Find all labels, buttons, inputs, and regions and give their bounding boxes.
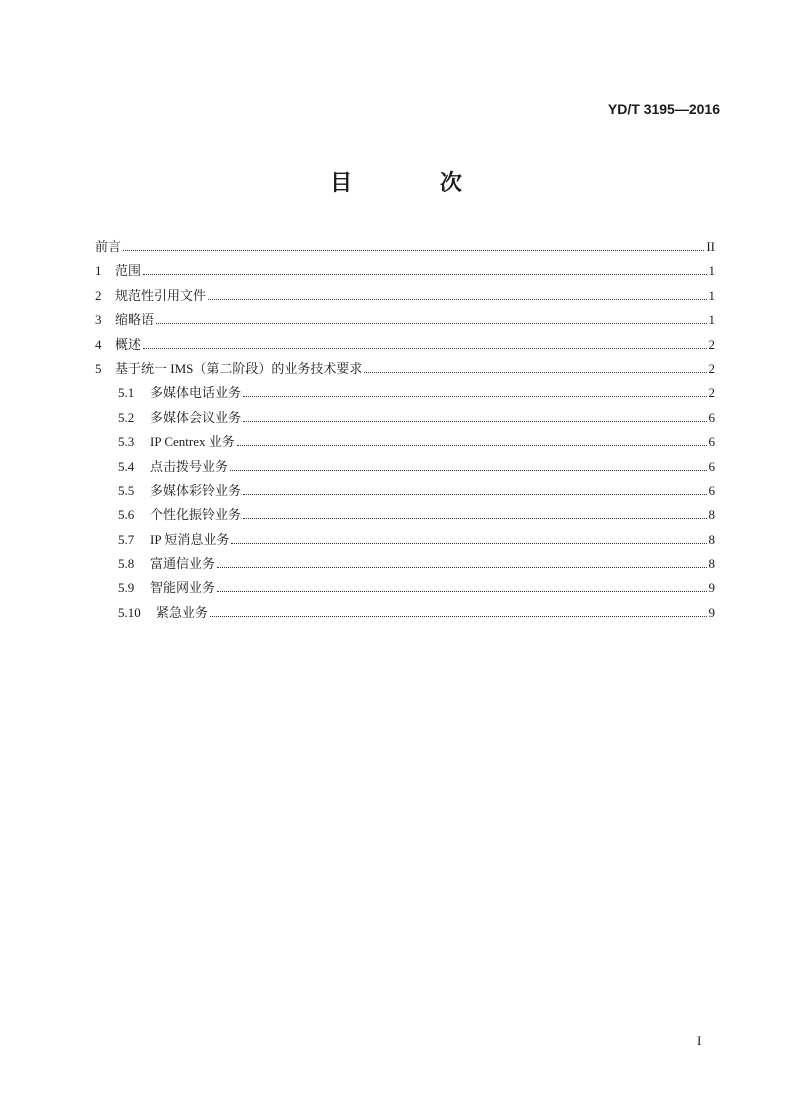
toc-leader [123,241,704,251]
toc-entry-5-10[interactable] [95,602,715,626]
toc-label: 个性化振铃业务 [150,507,242,523]
toc-label: 多媒体电话业务 [150,385,242,401]
toc-leader [237,436,707,446]
toc-label: 紧急业务 [156,604,209,620]
document-code: YD/T 3195—2016 [607,101,720,117]
toc-leader [364,363,706,373]
toc-leader [243,411,706,421]
toc-number: 4 [95,336,102,352]
toc-entry-2[interactable] [95,285,715,309]
toc-number: 5.3 [118,434,135,450]
page-title: 目 次 [330,171,502,196]
page-number: I [697,1033,702,1048]
toc-page: 6 [708,409,715,425]
toc-label: 点击拨号业务 [150,458,229,474]
toc-page: 6 [708,458,715,474]
toc-label: 规范性引用文件 [115,287,207,303]
toc-page: 1 [708,312,715,328]
toc-leader [210,607,706,617]
toc-entry-5-7[interactable] [95,529,715,553]
toc-page: 2 [708,360,715,376]
toc-label: 范围 [115,263,142,279]
toc-label: IP Centrex 业务 [150,434,235,450]
toc-label: 概述 [115,336,142,352]
toc-entry-5-5[interactable] [95,480,715,504]
table-of-contents [95,236,715,626]
toc-page: 2 [708,385,715,401]
toc-entry-preface[interactable] [95,236,715,260]
toc-page: 9 [708,604,715,620]
toc-label: 基于统一 IMS（第二阶段）的业务技术要求 [115,360,363,376]
toc-page: 6 [708,434,715,450]
toc-number: 5.1 [118,385,135,401]
toc-label: 智能网业务 [150,580,216,596]
toc-page: 8 [708,531,715,547]
toc-number: 5.6 [118,507,135,523]
toc-leader [143,265,706,275]
toc-number: 2 [95,287,102,303]
toc-number: 5.10 [118,604,141,620]
toc-page: 2 [708,336,715,352]
toc-number: 5.7 [118,531,135,547]
toc-entry-5-3[interactable] [95,431,715,455]
toc-leader [243,509,706,519]
toc-number: 5.8 [118,556,135,572]
toc-leader [156,314,706,324]
toc-label: 前言 [95,239,122,254]
toc-label: 缩略语 [115,312,155,328]
toc-label: 多媒体彩铃业务 [150,482,242,498]
toc-page: 9 [708,580,715,596]
toc-page: 8 [708,507,715,523]
toc-leader [217,558,706,568]
toc-entry-5-1[interactable] [95,382,715,406]
toc-page: 8 [708,556,715,572]
toc-leader [208,289,706,299]
toc-leader [230,460,706,470]
toc-leader [217,582,706,592]
toc-label: IP 短消息业务 [150,531,230,547]
toc-leader [243,387,706,397]
toc-entry-5-9[interactable] [95,577,715,601]
toc-page: 1 [708,287,715,303]
toc-number: 5.9 [118,580,135,596]
toc-page: II [706,239,715,254]
toc-number: 5.5 [118,482,135,498]
toc-entry-5[interactable] [95,358,715,382]
toc-entry-5-6[interactable] [95,504,715,528]
toc-entry-1[interactable] [95,260,715,284]
toc-label: 富通信业务 [150,556,216,572]
toc-entry-5-2[interactable] [95,407,715,431]
toc-page: 6 [708,482,715,498]
toc-number: 5.4 [118,458,135,474]
toc-number: 5 [95,360,102,376]
toc-label: 多媒体会议业务 [150,409,242,425]
toc-entry-3[interactable] [95,309,715,333]
toc-number: 3 [95,312,102,328]
toc-leader [243,485,706,495]
toc-page: 1 [708,263,715,279]
toc-entry-5-8[interactable] [95,553,715,577]
toc-number: 1 [95,263,102,279]
toc-entry-4[interactable] [95,334,715,358]
toc-entry-5-4[interactable] [95,456,715,480]
toc-leader [143,338,706,348]
toc-leader [231,533,706,543]
toc-number: 5.2 [118,409,135,425]
